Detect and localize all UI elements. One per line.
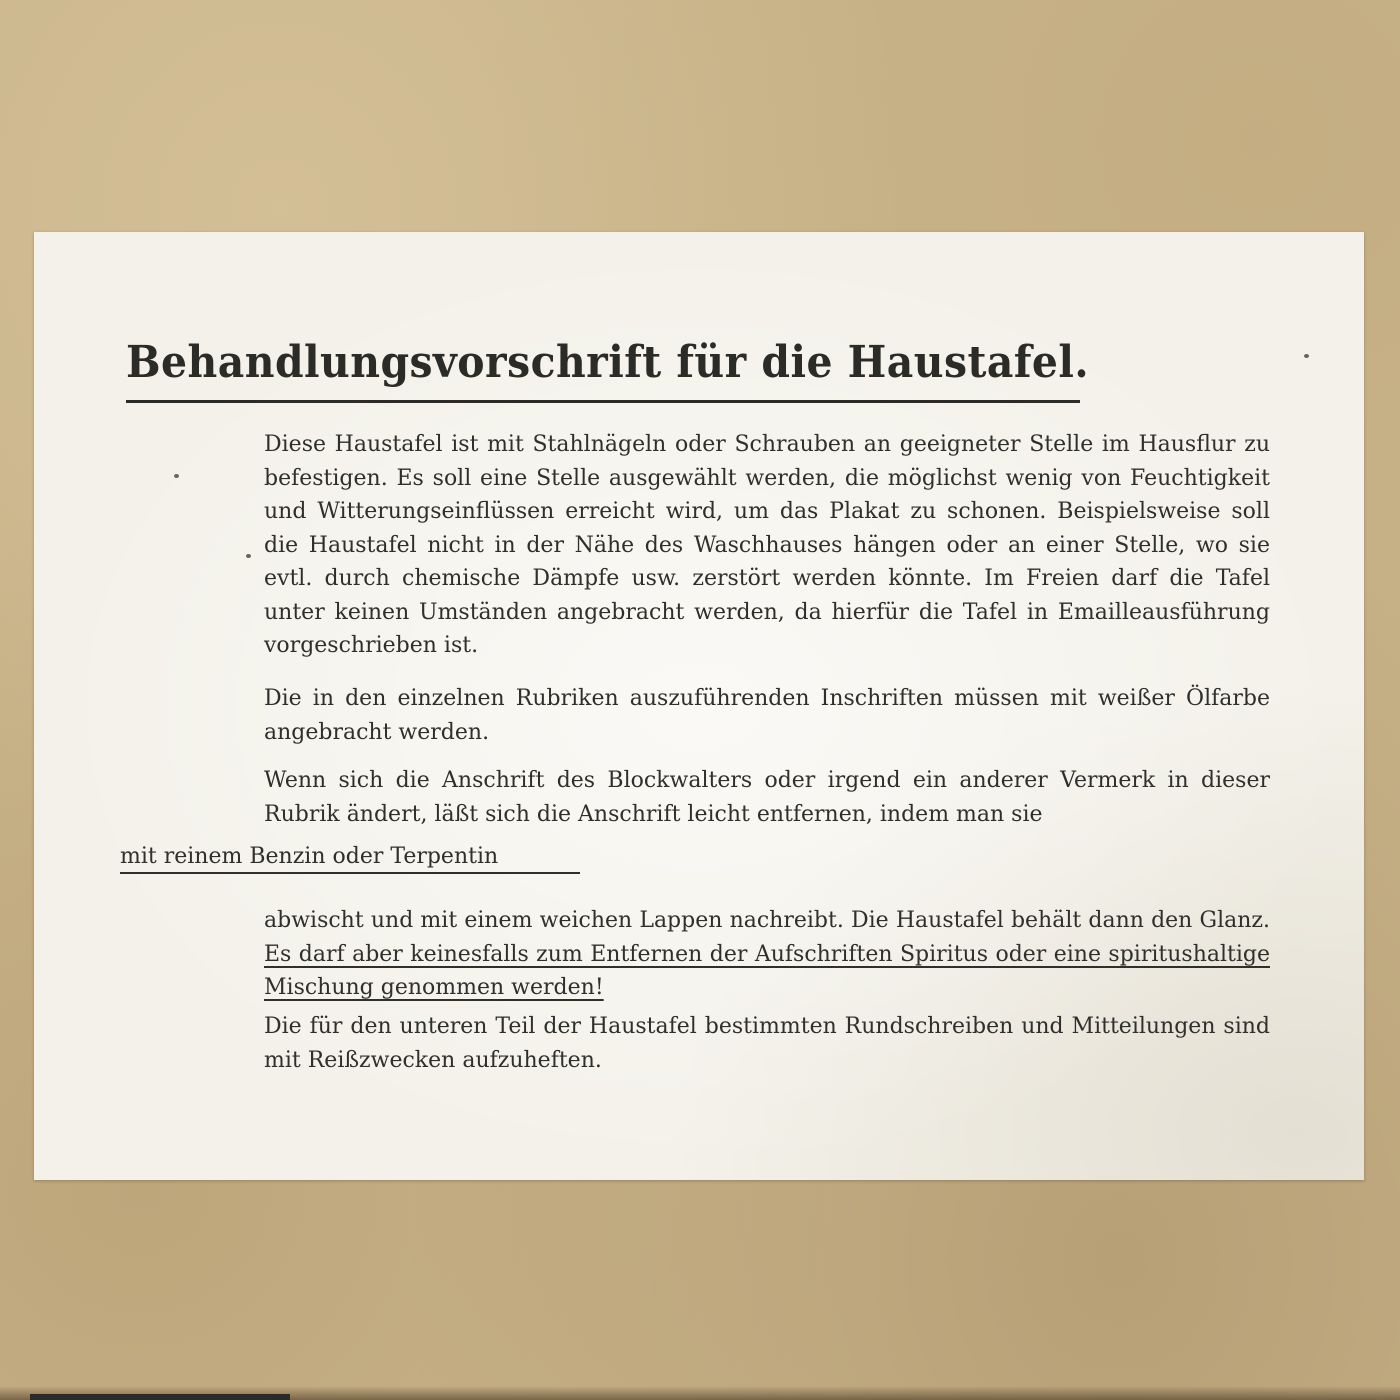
instruction-sheet <box>34 232 1364 1180</box>
frame-corner <box>30 1394 290 1400</box>
paragraph-paint: Die in den einzelnen Rubriken auszuführenden Inschriften müssen mit weißer Ölfarbe angebracht werden. <box>264 686 1270 745</box>
paper-speck <box>174 474 179 478</box>
title-underline <box>126 400 1080 403</box>
cleaning-text: abwischt und mit einem weichen Lappen nachreibt. Die Haustafel behält dann den Glanz. <box>264 908 1270 933</box>
paragraph-address-change: Wenn sich die Anschrift des Blockwalters oder irgend ein anderer Vermerk in dieser Rubrik ändert, läßt sich die Anschrift leicht entfernen, indem man sie <box>264 768 1270 827</box>
paragraph-mounting: Diese Haustafel ist mit Stahlnägeln oder Schrauben an geeigneter Stelle im Hausflur zu befestigen. Es soll eine Stelle ausgewählt werden, die möglichst wenig von Feuchtigkeit und Witterungseinflüssen erreicht wird, um das Plakat zu schonen. Beispielsweise soll die Haustafel nicht in der Nähe des Waschhauses hängen oder an einer Stelle, wo sie evtl. durch chemische Dämpfe usw. zerstört werden könnte. Im Freien darf die Tafel unter keinen Umständen angebracht werden, da hierfür die Tafel in Emailleausführung vorgeschrieben ist. <box>264 432 1270 658</box>
warning-underlined-text: Es darf aber keinesfalls zum Entfernen der Aufschriften Spiritus oder eine spiritushaltige Mischung genommen werden! <box>264 941 1270 1000</box>
inserted-solvent-line: mit reinem Benzin oder Terpentin <box>120 844 499 869</box>
paragraph-circulars: Die für den unteren Teil der Haustafel bestimmten Rundschreiben und Mitteilungen sind mit Reißzwecken aufzuheften. <box>264 1014 1270 1073</box>
notice-title: Behandlungsvorschrift für die Haustafel. <box>126 337 1090 388</box>
paper-speck <box>1304 354 1309 358</box>
paper-speck <box>246 554 251 558</box>
inserted-line-underline <box>120 872 580 874</box>
paragraph-cleaning <box>264 904 1270 1005</box>
